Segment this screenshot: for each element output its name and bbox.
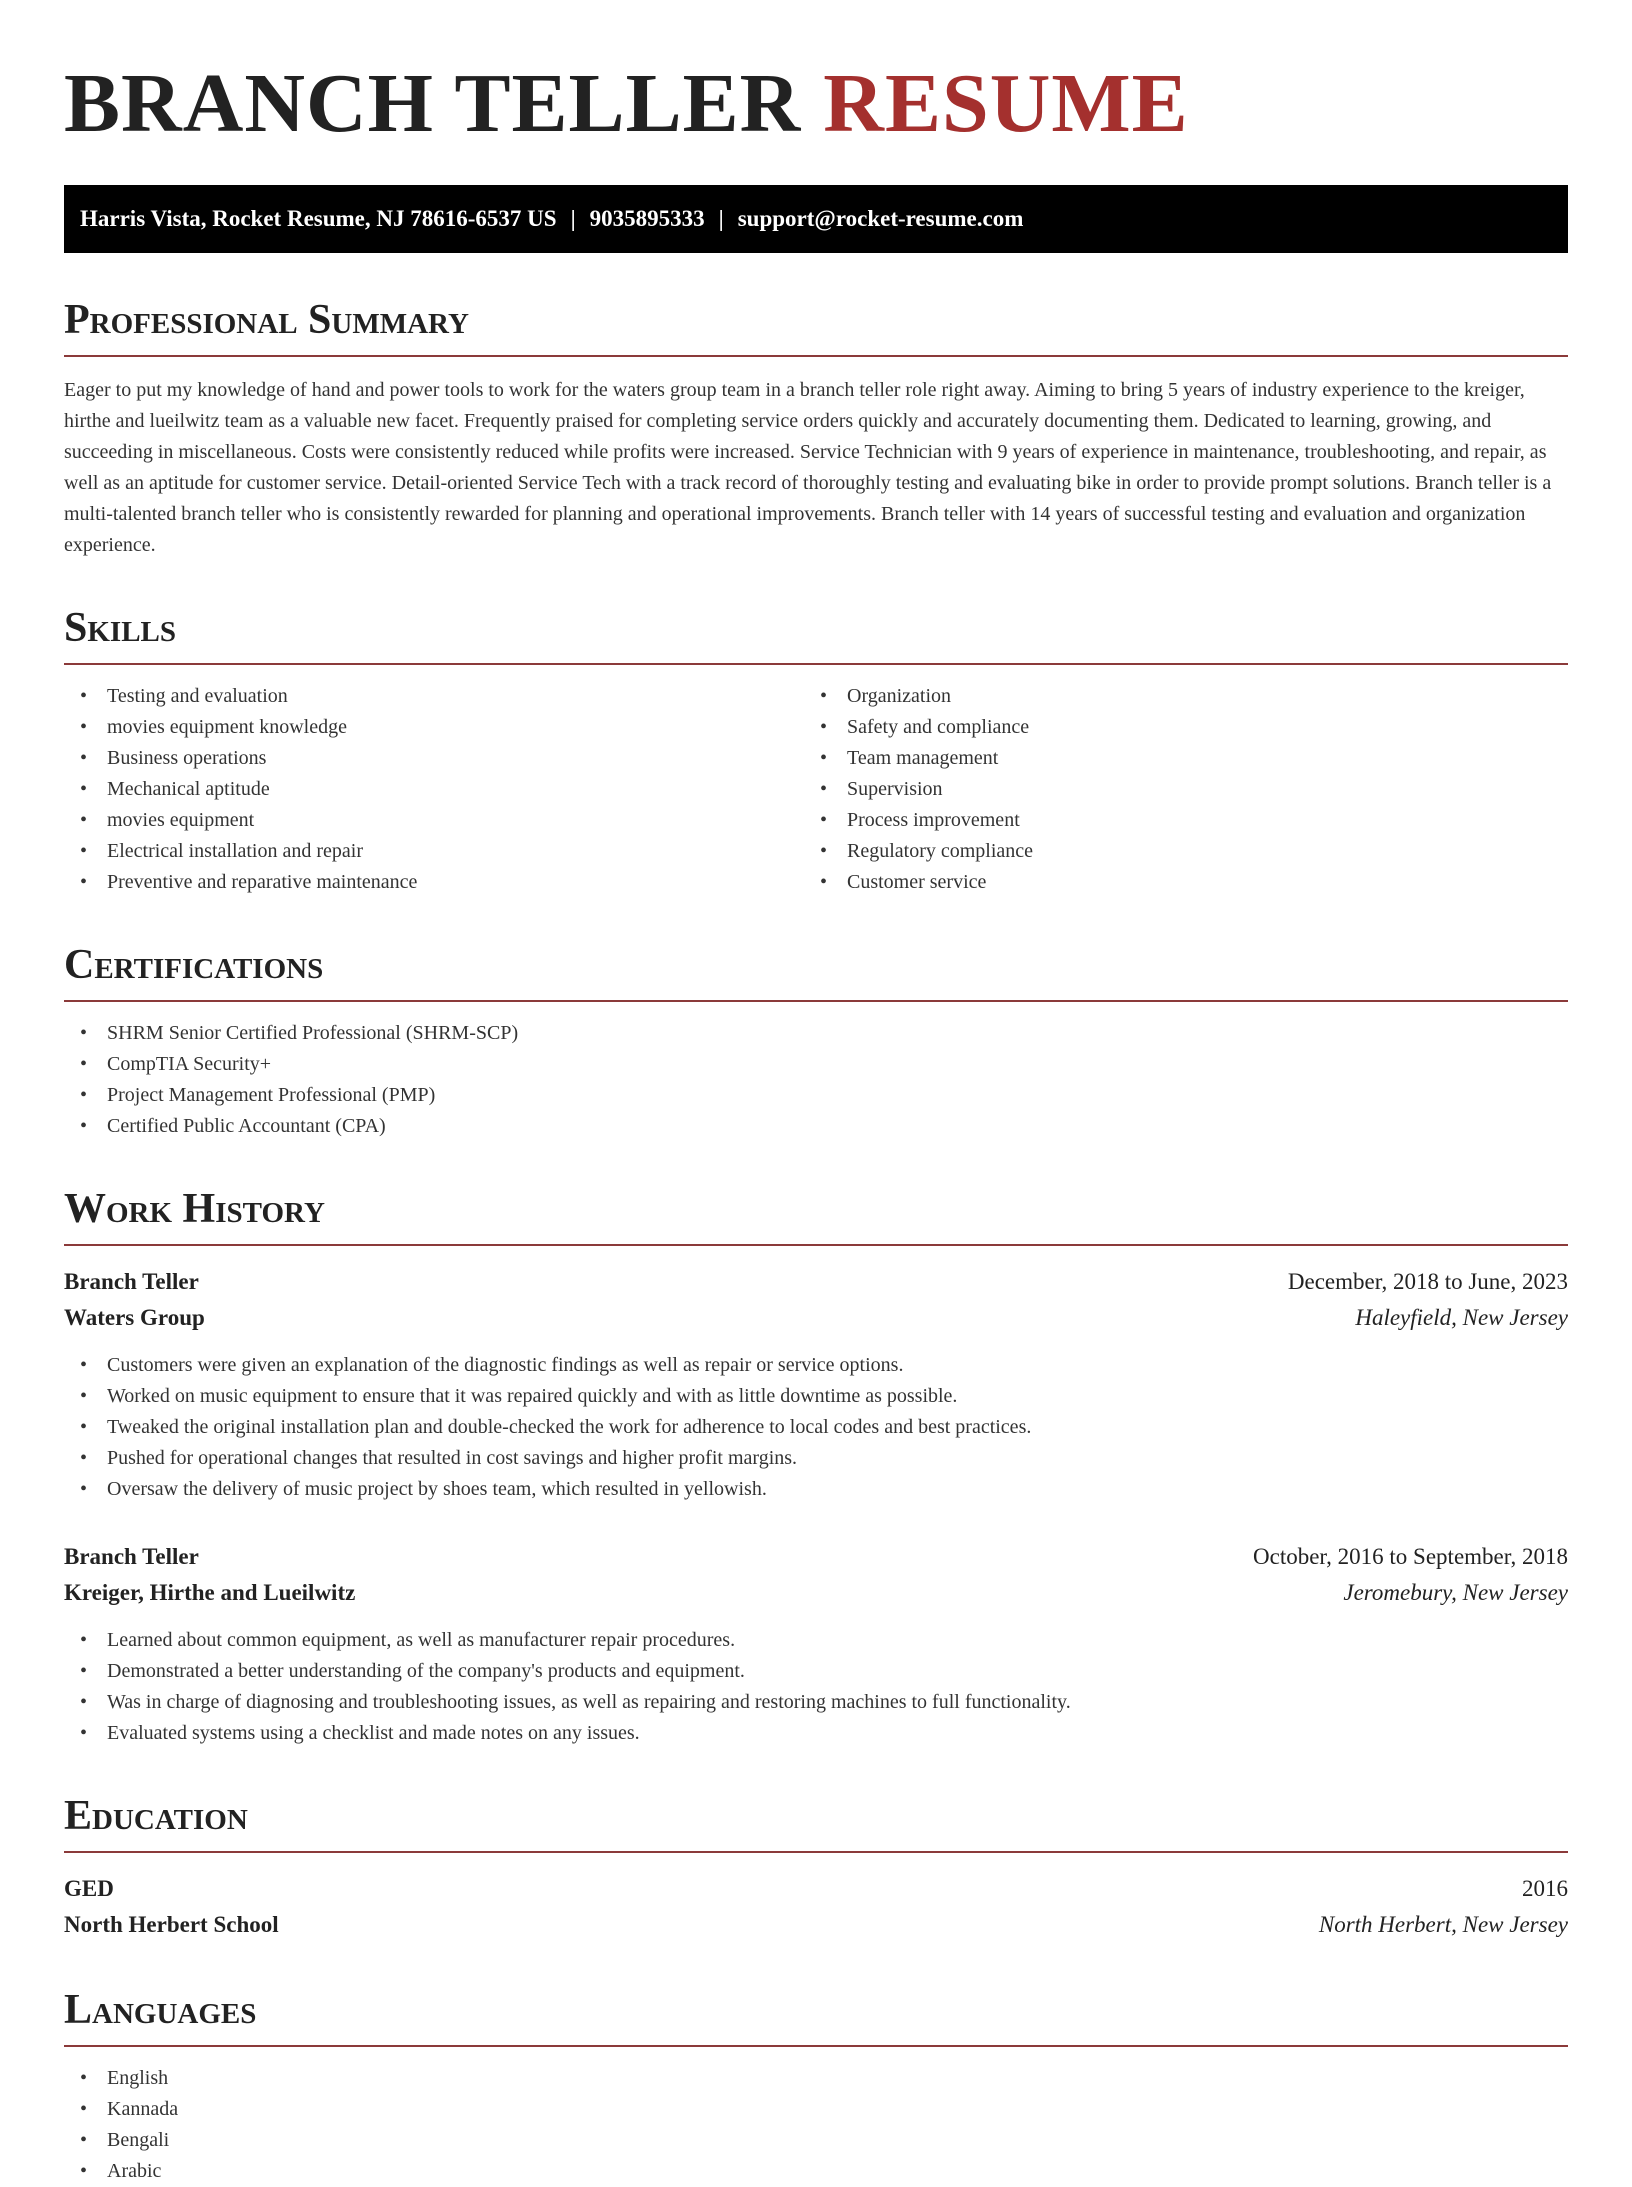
skill-item: • Regulatory compliance (804, 836, 1544, 867)
education-year: 2016 (1522, 1876, 1568, 1901)
job-duties-list (64, 1350, 1568, 1505)
work-history-heading: Work History (64, 1186, 1568, 1246)
summary-text: Eager to put my knowledge of hand and power tools to work for the waters group team in a branch teller role right away. Aiming to bring 5 years of industry experience to the kreiger, hirthe and lueilwitz team as a valuable new facet. Frequently praised for completing service orders quickly and accurately documenting them. Dedicated to learning, growing, and succeeding in miscellaneous. Costs were consistently reduced while profits were increased. Service Technician with 9 years of experience in maintenance, troubleshooting, and repair, as well as an aptitude for customer service. Detail-oriented Service Tech with a track record of thoroughly testing and evaluating bike in order to provide prompt solutions. Branch teller is a multi-talented branch teller who is consistently rewarded for planning and operational improvements. Branch teller with 14 years of successful testing and evaluation and organization experience. (64, 379, 1552, 556)
job-entry (64, 1539, 1568, 1749)
job-dates: October, 2016 to September, 2018 (1253, 1544, 1568, 1569)
certifications-heading: Certifications (64, 942, 1568, 1002)
languages-section (64, 1987, 1568, 2187)
education-degree-row (64, 1871, 1568, 1907)
title-accent: RESUME (823, 57, 1189, 150)
job-duty: • Pushed for operational changes that resulted in cost savings and higher profit margins. (64, 1443, 1568, 1474)
job-title: Branch Teller (64, 1544, 199, 1569)
contact-email[interactable]: support@rocket-resume.com (737, 206, 1024, 231)
language-item: • Bengali (64, 2125, 1568, 2156)
job-company: Kreiger, Hirthe and Lueilwitz (64, 1580, 356, 1605)
contact-address: Harris Vista, Rocket Resume, NJ 78616-6537 US (80, 206, 557, 231)
languages-heading: Languages (64, 1987, 1568, 2047)
certification-item: • SHRM Senior Certified Professional (SHRM-SCP) (64, 1018, 1568, 1049)
job-title-row (64, 1539, 1568, 1575)
job-duty: • Worked on music equipment to ensure that it was repaired quickly and with as little downtime as possible. (64, 1381, 1568, 1412)
summary-section (64, 297, 1568, 561)
job-duties-list (64, 1625, 1568, 1749)
job-company: Waters Group (64, 1305, 205, 1330)
skills-heading: Skills (64, 605, 1568, 665)
job-location: Jeromebury, New Jersey (1343, 1580, 1568, 1605)
resume-title (64, 0, 1568, 152)
language-item: • English (64, 2063, 1568, 2094)
language-item: • Kannada (64, 2094, 1568, 2125)
skill-item: • Team management (804, 743, 1544, 774)
education-location: North Herbert, New Jersey (1318, 1912, 1568, 1937)
job-title: Branch Teller (64, 1269, 199, 1294)
job-duty: • Oversaw the delivery of music project by shoes team, which resulted in yellowish. (64, 1474, 1568, 1505)
skill-item: • Process improvement (804, 805, 1544, 836)
education-entry (64, 1871, 1568, 1943)
skill-item: • Safety and compliance (804, 712, 1544, 743)
education-heading: Education (64, 1793, 1568, 1853)
skills-list-right (804, 681, 1544, 898)
education-school: North Herbert School (64, 1912, 279, 1937)
contact-bar (64, 185, 1568, 253)
education-school-row (64, 1907, 1568, 1943)
job-location: Haleyfield, New Jersey (1355, 1305, 1568, 1330)
languages-list (64, 2063, 1568, 2187)
skills-list-left (64, 681, 804, 898)
certification-item: • Project Management Professional (PMP) (64, 1080, 1568, 1111)
skill-item: • Preventive and reparative maintenance (64, 867, 804, 898)
job-duty: • Was in charge of diagnosing and troubleshooting issues, as well as repairing and restoring machines to full functionality. (64, 1687, 1568, 1718)
certifications-list (64, 1018, 1568, 1142)
job-duty: • Tweaked the original installation plan and double-checked the work for adherence to local codes and best practices. (64, 1412, 1568, 1443)
education-section (64, 1793, 1568, 1943)
job-duty: • Demonstrated a better understanding of the company's products and equipment. (64, 1656, 1568, 1687)
skills-columns (64, 681, 1568, 898)
job-entry (64, 1264, 1568, 1505)
certification-item: • Certified Public Accountant (CPA) (64, 1111, 1568, 1142)
work-history-section (64, 1186, 1568, 1749)
skill-item: • movies equipment knowledge (64, 712, 804, 743)
skill-item: • Supervision (804, 774, 1544, 805)
job-duty: • Customers were given an explanation of the diagnostic findings as well as repair or service options. (64, 1350, 1568, 1381)
contact-phone: 9035895333 (589, 206, 705, 231)
job-duty: • Learned about common equipment, as well as manufacturer repair procedures. (64, 1625, 1568, 1656)
skill-item: • movies equipment (64, 805, 804, 836)
contact-separator: | (718, 206, 724, 231)
certification-item: • CompTIA Security+ (64, 1049, 1568, 1080)
summary-heading: Professional Summary (64, 297, 1568, 357)
language-item: • Arabic (64, 2156, 1568, 2187)
education-degree: GED (64, 1876, 114, 1901)
job-dates: December, 2018 to June, 2023 (1287, 1269, 1568, 1294)
job-title-row (64, 1264, 1568, 1300)
skills-section (64, 605, 1568, 898)
skill-item: • Electrical installation and repair (64, 836, 804, 867)
certifications-section (64, 942, 1568, 1142)
job-company-row (64, 1575, 1568, 1611)
contact-separator: | (570, 206, 576, 231)
skill-item: • Business operations (64, 743, 804, 774)
title-main: BRANCH TELLER (64, 57, 802, 150)
skill-item: • Customer service (804, 867, 1544, 898)
job-duty: • Evaluated systems using a checklist and made notes on any issues. (64, 1718, 1568, 1749)
skill-item: • Organization (804, 681, 1544, 712)
skill-item: • Mechanical aptitude (64, 774, 804, 805)
job-company-row (64, 1300, 1568, 1336)
skill-item: • Testing and evaluation (64, 681, 804, 712)
